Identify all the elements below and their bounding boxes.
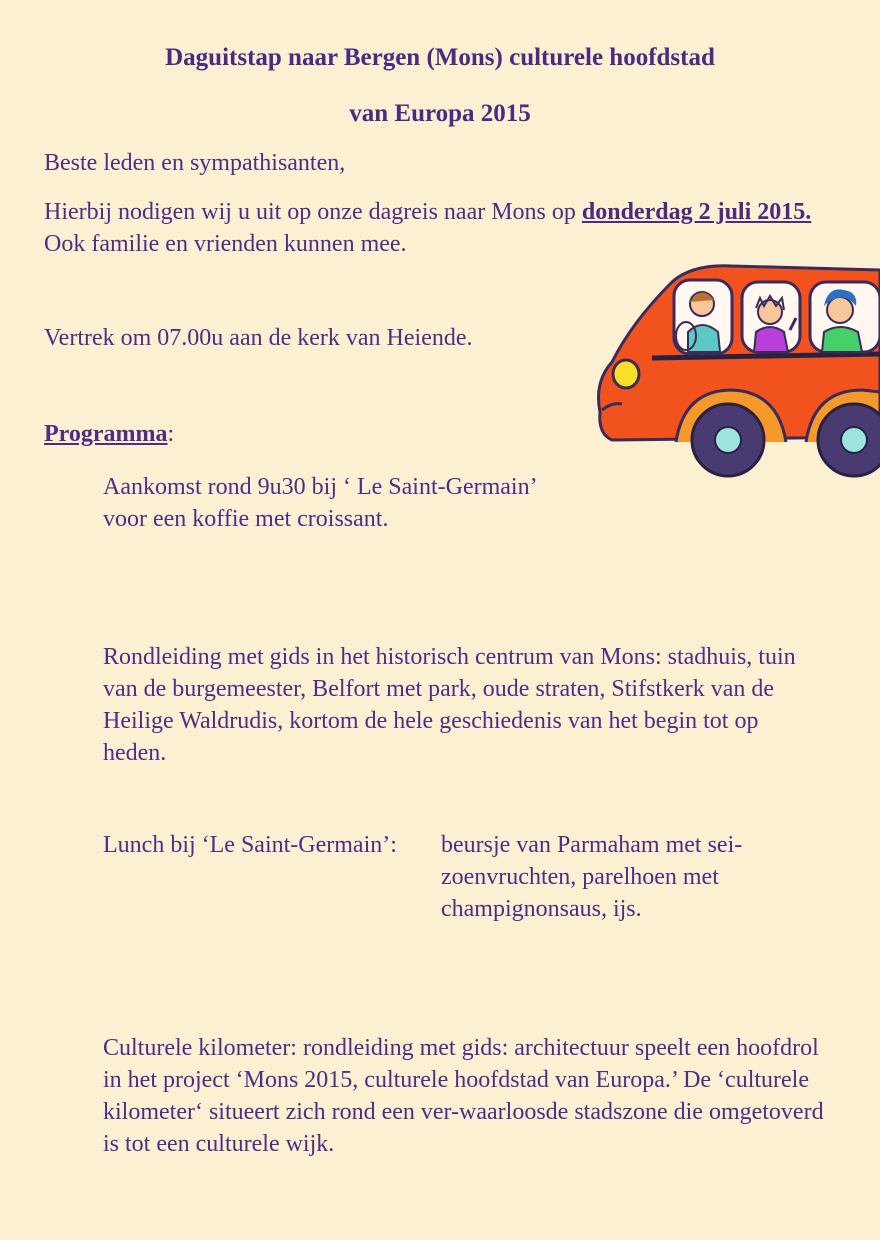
program-heading	[44, 418, 174, 450]
program-item-guided-tour: Rondleiding met gids in het historisch centrum van Mons: stadhuis, tuin van de burgemeester, Belfort met park, oude straten, Stifstkerk van de Heilige Waldrudis, kortom de hele geschiedenis van het begin tot op heden.	[103, 644, 796, 766]
invite-suffix: Ook familie en vrienden kunnen mee.	[44, 231, 407, 257]
invite-date: donderdag 2 juli 2015.	[581, 199, 812, 225]
departure-info: Vertrek om 07.00u aan de kerk van Heiende.	[44, 325, 473, 351]
program-colon: :	[167, 421, 175, 447]
invite-prefix: Hierbij nodigen wij u uit op onze dagreis naar Mons op	[44, 199, 582, 225]
program-item-lunch-menu: beursje van Parmaham met sei-zoenvruchten, parelhoen met champignonsaus, ijs.	[441, 832, 743, 922]
cartoon-bus-icon	[592, 262, 880, 482]
program-item-arrival: Aankomst rond 9u30 bij ‘ Le Saint-Germain’ voor een koffie met croissant.	[103, 474, 536, 532]
program-item-cultural-kilometer: Culturele kilometer: rondleiding met gids: architectuur speelt een hoofdrol in het project ‘Mons 2015, culturele hoofdstad van Europa.’ De ‘culturele kilometer‘ situeert zich rond een ver-waarloosde stadszone die omgetoverd is tot een culturele wijk.	[103, 1035, 824, 1157]
program-heading-text: Programma	[44, 421, 168, 447]
greeting: Beste leden en sympathisanten,	[44, 150, 346, 176]
program-item-lunch-label: Lunch bij ‘Le Saint-Germain’:	[103, 832, 397, 858]
title-line-1: Daguitstap naar Bergen (Mons) culturele hoofdstad	[165, 44, 715, 71]
title-line-2: van Europa 2015	[349, 100, 531, 127]
invitation-paragraph	[44, 196, 844, 260]
